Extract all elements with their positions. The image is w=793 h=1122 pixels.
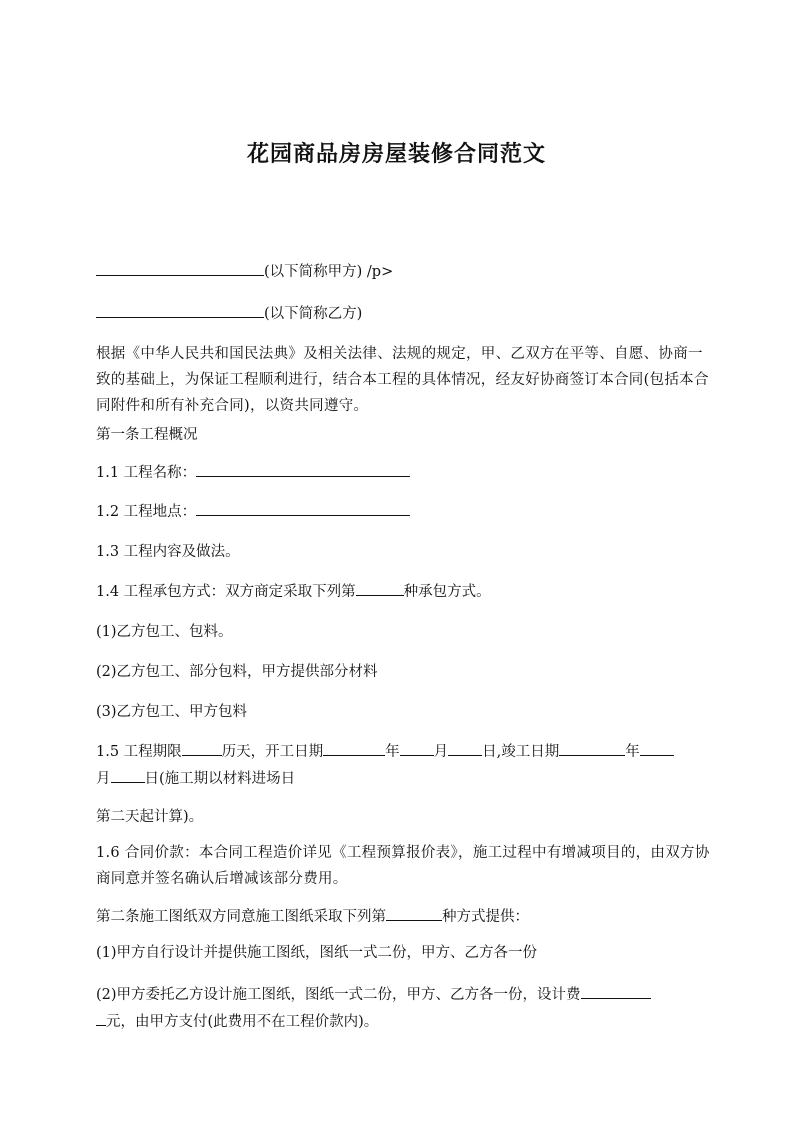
start-month-blank[interactable] (400, 738, 434, 756)
project-name-line (96, 459, 716, 486)
end-year-blank[interactable] (559, 738, 625, 756)
contract-price: 1.6 合同价款：本合同工程造价详见《工程预算报价表》，施工过程中有增减项目的，由双方协商同意并签名确认后增减该部分费用。 (96, 845, 710, 887)
end-date-label: 日,竣工日期 (482, 744, 560, 760)
intro-paragraph: 根据《中华人民共和国民法典》及相关法律、法规的规定，甲、乙双方在平等、自愿、协商一致的基础上，为保证工程顺利进行，结合本工程的具体情况，经友好协商签订本合同(包括本合同附件和所有补充合同)，以资共同遵守。 (96, 346, 709, 414)
article-2-heading (96, 903, 716, 930)
drawing-option-2-end: 元，由甲方支付(此费用不在工程价款内)。 (106, 1014, 379, 1030)
start-month-label: 月 (433, 744, 449, 760)
party-a-suffix: (以下简称甲方) /p> (264, 264, 394, 280)
party-b-line (96, 300, 716, 327)
contract-method-blank[interactable] (356, 578, 404, 596)
project-period (96, 738, 706, 792)
contract-option-3: (3)乙方包工、甲方包料 (96, 704, 248, 720)
project-name-label: 1.1 工程名称： (96, 465, 197, 481)
contract-method-line (96, 578, 716, 605)
contract-option-1: (1)乙方包工、包料。 (96, 624, 233, 640)
drawing-option-1: (1)甲方自行设计并提供施工图纸，图纸一式二份，甲方、乙方各一份 (96, 945, 538, 961)
period-start-label: 历天，开工日期 (221, 744, 324, 760)
design-fee-blank[interactable] (581, 981, 651, 999)
end-day-blank[interactable] (111, 765, 145, 783)
start-year-label: 年 (385, 744, 400, 760)
drawing-method-blank[interactable] (386, 903, 442, 921)
end-month-label: 月 (96, 771, 111, 787)
contract-method-text: 1.4 工程承包方式：双方商定采取下列第 (96, 584, 356, 600)
end-day-label: 日(施工期以材料进场日 (144, 771, 296, 787)
project-location-label: 1.2 工程地点： (96, 504, 197, 520)
party-a-blank[interactable] (96, 258, 264, 276)
party-a-line (96, 258, 716, 285)
design-fee-blank-cont[interactable] (96, 1008, 106, 1026)
article-1-heading: 第一条工程概况 (96, 427, 198, 443)
period-label: 1.5 工程期限 (96, 744, 182, 760)
project-location-blank[interactable] (196, 498, 410, 516)
end-year-label: 年 (625, 744, 640, 760)
article-2-heading-end: 种方式提供： (442, 909, 529, 925)
end-month-blank[interactable] (640, 738, 674, 756)
start-year-blank[interactable] (323, 738, 385, 756)
project-content: 1.3 工程内容及做法。 (96, 544, 240, 560)
contract-method-text-end: 种承包方式。 (403, 584, 491, 600)
article-2-heading-text: 第二条施工图纸双方同意施工图纸采取下列第 (96, 909, 386, 925)
document-title: 花园商品房房屋装修合同范文 (246, 142, 546, 167)
period-days-blank[interactable] (182, 738, 222, 756)
start-day-blank[interactable] (448, 738, 482, 756)
project-name-blank[interactable] (196, 459, 410, 477)
drawing-option-2-text: (2)甲方委托乙方设计施工图纸，图纸一式二份，甲方、乙方各一份，设计费 (96, 987, 581, 1003)
drawing-option-2 (96, 981, 706, 1035)
party-b-blank[interactable] (96, 300, 264, 318)
period-continuation: 第二天起计算)。 (96, 809, 204, 825)
party-b-suffix: (以下简称乙方) (264, 306, 363, 322)
contract-option-2: (2)乙方包工、部分包料，甲方提供部分材料 (96, 664, 378, 680)
project-location-line (96, 498, 716, 525)
